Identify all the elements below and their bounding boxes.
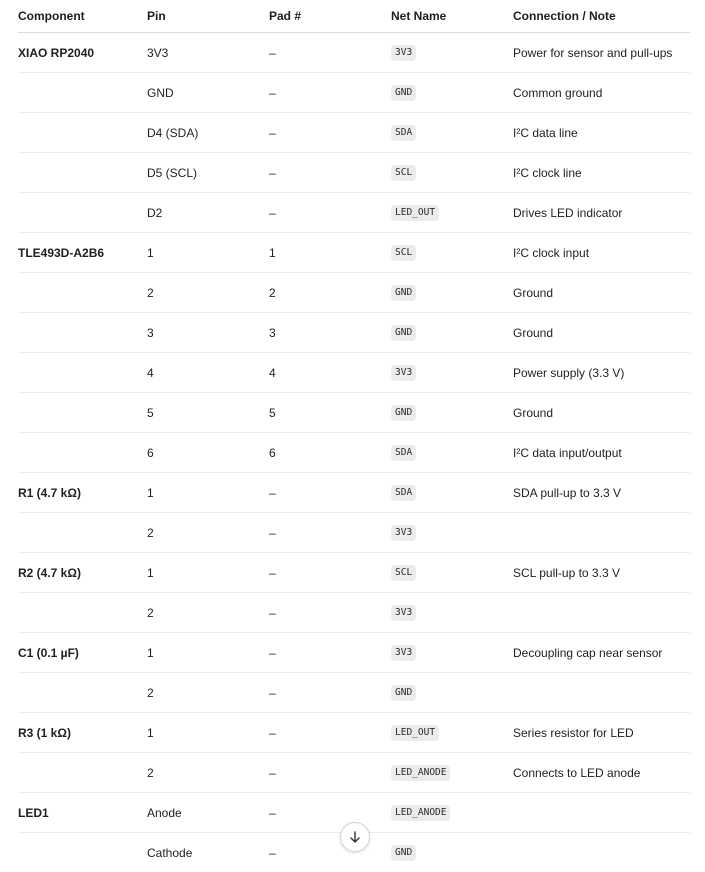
net-name-cell — [391, 633, 513, 673]
net-name-cell — [391, 553, 513, 593]
table-row — [18, 513, 690, 553]
pad-cell: – — [269, 633, 391, 673]
note-cell: Series resistor for LED — [513, 713, 690, 753]
net-badge: SCL — [391, 245, 416, 261]
net-badge: LED_OUT — [391, 725, 439, 741]
net-badge: 3V3 — [391, 45, 416, 61]
pad-cell: – — [269, 113, 391, 153]
component-cell: R2 (4.7 kΩ) — [18, 553, 147, 593]
pad-cell: 1 — [269, 233, 391, 273]
net-badge: SCL — [391, 565, 416, 581]
net-badge: 3V3 — [391, 365, 416, 381]
pad-cell: – — [269, 33, 391, 73]
component-cell: C1 (0.1 µF) — [18, 633, 147, 673]
pad-cell: – — [269, 673, 391, 713]
net-name-cell — [391, 473, 513, 513]
note-cell: Power supply (3.3 V) — [513, 353, 690, 393]
component-cell — [18, 73, 147, 113]
netlist-table — [18, 0, 690, 872]
scroll-down-button[interactable] — [340, 822, 370, 852]
note-cell: Common ground — [513, 73, 690, 113]
net-name-cell — [391, 713, 513, 753]
pin-cell: D5 (SCL) — [147, 153, 269, 193]
pad-cell: – — [269, 73, 391, 113]
pin-cell: 2 — [147, 513, 269, 553]
component-cell — [18, 193, 147, 233]
arrow-down-icon — [348, 830, 362, 844]
net-badge: GND — [391, 85, 416, 101]
net-badge: LED_ANODE — [391, 765, 450, 781]
table-row — [18, 673, 690, 713]
note-cell: Drives LED indicator — [513, 193, 690, 233]
note-cell: Connects to LED anode — [513, 753, 690, 793]
component-cell — [18, 593, 147, 633]
table-header-row — [18, 0, 690, 33]
note-cell — [513, 513, 690, 553]
component-cell: XIAO RP2040 — [18, 33, 147, 73]
table-row — [18, 153, 690, 193]
table-row — [18, 73, 690, 113]
net-name-cell — [391, 313, 513, 353]
component-cell — [18, 753, 147, 793]
pin-cell: 4 — [147, 353, 269, 393]
net-badge: GND — [391, 325, 416, 341]
net-name-cell — [391, 273, 513, 313]
net-name-cell — [391, 233, 513, 273]
net-badge: 3V3 — [391, 605, 416, 621]
pad-cell: – — [269, 593, 391, 633]
pin-cell: 1 — [147, 553, 269, 593]
component-cell: R3 (1 kΩ) — [18, 713, 147, 753]
component-cell — [18, 433, 147, 473]
table-row — [18, 433, 690, 473]
pin-cell: 3V3 — [147, 33, 269, 73]
table-row — [18, 273, 690, 313]
pad-cell: – — [269, 713, 391, 753]
pin-cell: GND — [147, 73, 269, 113]
net-name-cell — [391, 793, 513, 833]
header-net-name: Net Name — [391, 0, 513, 33]
note-cell: Power for sensor and pull-ups — [513, 33, 690, 73]
component-cell — [18, 673, 147, 713]
pad-cell: – — [269, 833, 391, 872]
net-name-cell — [391, 753, 513, 793]
net-name-cell — [391, 113, 513, 153]
component-cell — [18, 113, 147, 153]
pad-cell: – — [269, 473, 391, 513]
net-badge: GND — [391, 405, 416, 421]
pin-cell: 1 — [147, 713, 269, 753]
net-badge: 3V3 — [391, 645, 416, 661]
pin-cell: 2 — [147, 753, 269, 793]
header-pin: Pin — [147, 0, 269, 33]
net-badge: SDA — [391, 485, 416, 501]
header-component: Component — [18, 0, 147, 33]
net-name-cell — [391, 833, 513, 872]
table-row — [18, 553, 690, 593]
pin-cell: 5 — [147, 393, 269, 433]
pin-cell: 2 — [147, 673, 269, 713]
net-name-cell — [391, 593, 513, 633]
table-row — [18, 233, 690, 273]
net-name-cell — [391, 73, 513, 113]
pad-cell: – — [269, 193, 391, 233]
table-row — [18, 193, 690, 233]
component-cell — [18, 833, 147, 872]
pad-cell: – — [269, 153, 391, 193]
net-badge: GND — [391, 285, 416, 301]
net-badge: SDA — [391, 125, 416, 141]
pin-cell: Cathode — [147, 833, 269, 872]
note-cell: Decoupling cap near sensor — [513, 633, 690, 673]
net-name-cell — [391, 673, 513, 713]
component-cell — [18, 273, 147, 313]
component-cell — [18, 153, 147, 193]
pin-cell: 2 — [147, 273, 269, 313]
note-cell: Ground — [513, 273, 690, 313]
net-name-cell — [391, 353, 513, 393]
pad-cell: – — [269, 753, 391, 793]
table-row — [18, 753, 690, 793]
table-body — [18, 33, 690, 872]
net-badge: GND — [391, 845, 416, 861]
note-cell — [513, 833, 690, 872]
table-row — [18, 593, 690, 633]
note-cell: I²C data input/output — [513, 433, 690, 473]
net-badge: GND — [391, 685, 416, 701]
pad-cell: 2 — [269, 273, 391, 313]
table-row — [18, 713, 690, 753]
table-row — [18, 33, 690, 73]
note-cell: SCL pull-up to 3.3 V — [513, 553, 690, 593]
component-cell: LED1 — [18, 793, 147, 833]
note-cell: I²C data line — [513, 113, 690, 153]
component-cell — [18, 313, 147, 353]
pad-cell: – — [269, 513, 391, 553]
net-badge: SCL — [391, 165, 416, 181]
pin-cell: Anode — [147, 793, 269, 833]
pin-cell: 1 — [147, 473, 269, 513]
header-connection-note: Connection / Note — [513, 0, 690, 33]
note-cell — [513, 673, 690, 713]
pin-cell: D4 (SDA) — [147, 113, 269, 153]
pad-cell: 5 — [269, 393, 391, 433]
net-name-cell — [391, 513, 513, 553]
note-cell: I²C clock line — [513, 153, 690, 193]
table-row — [18, 633, 690, 673]
net-name-cell — [391, 33, 513, 73]
note-cell: SDA pull-up to 3.3 V — [513, 473, 690, 513]
net-name-cell — [391, 193, 513, 233]
net-badge: LED_ANODE — [391, 805, 450, 821]
table-row — [18, 353, 690, 393]
net-badge: LED_OUT — [391, 205, 439, 221]
net-name-cell — [391, 393, 513, 433]
table-row — [18, 393, 690, 433]
note-cell — [513, 793, 690, 833]
pad-cell: 3 — [269, 313, 391, 353]
component-cell: TLE493D-A2B6 — [18, 233, 147, 273]
component-cell: R1 (4.7 kΩ) — [18, 473, 147, 513]
pin-cell: 6 — [147, 433, 269, 473]
pin-cell: D2 — [147, 193, 269, 233]
net-badge: SDA — [391, 445, 416, 461]
net-name-cell — [391, 153, 513, 193]
net-name-cell — [391, 433, 513, 473]
note-cell: Ground — [513, 393, 690, 433]
note-cell: Ground — [513, 313, 690, 353]
header-pad: Pad # — [269, 0, 391, 33]
component-cell — [18, 393, 147, 433]
pin-cell: 1 — [147, 233, 269, 273]
pad-cell: 6 — [269, 433, 391, 473]
pin-cell: 1 — [147, 633, 269, 673]
pin-cell: 2 — [147, 593, 269, 633]
pin-cell: 3 — [147, 313, 269, 353]
pad-cell: – — [269, 553, 391, 593]
note-cell — [513, 593, 690, 633]
pad-cell: 4 — [269, 353, 391, 393]
component-cell — [18, 353, 147, 393]
netlist-table-container — [18, 0, 690, 872]
table-row — [18, 473, 690, 513]
net-badge: 3V3 — [391, 525, 416, 541]
note-cell: I²C clock input — [513, 233, 690, 273]
table-row — [18, 113, 690, 153]
table-row — [18, 313, 690, 353]
pad-cell: – — [269, 793, 391, 833]
component-cell — [18, 513, 147, 553]
